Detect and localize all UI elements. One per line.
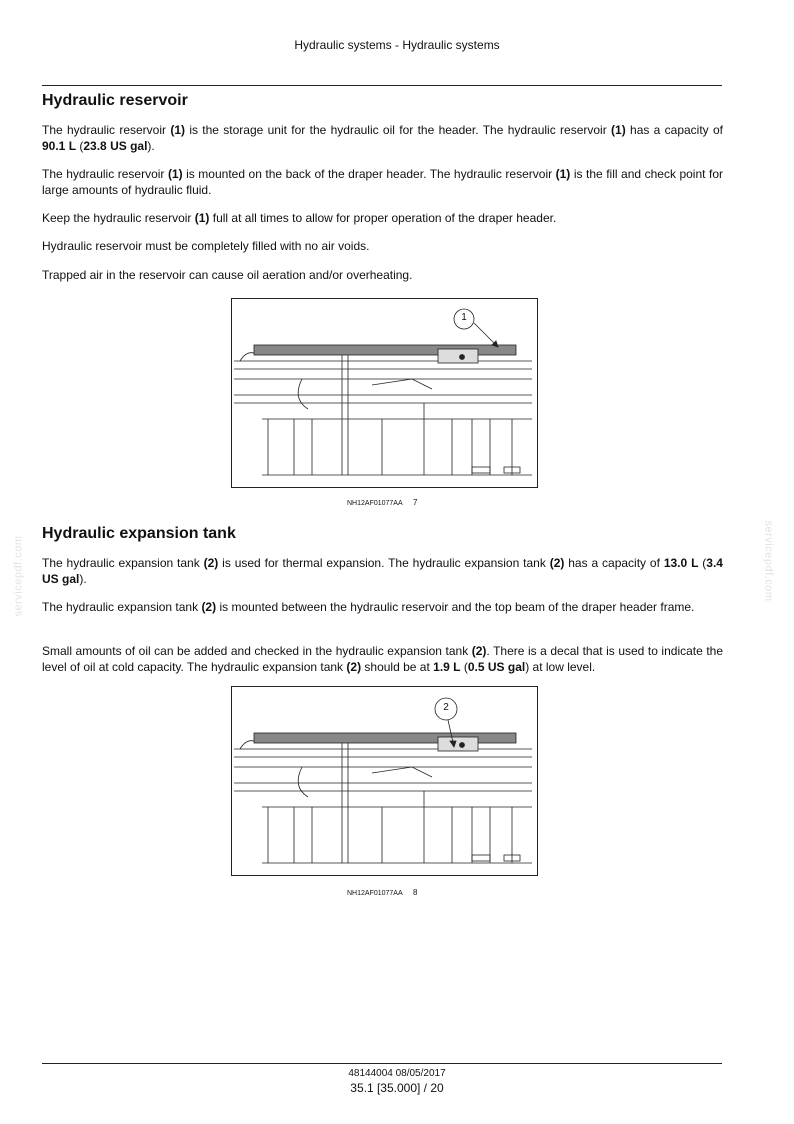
text-run: ) at low level. [525,660,596,674]
bold-text: 1.9 L [433,660,461,674]
section-heading-hydraulic-expansion-tank: Hydraulic expansion tank [42,525,236,542]
text-run: Keep the hydraulic reservoir [42,211,195,225]
text-run: has a capacity of [564,556,664,570]
text-run: Trapped air in the reservoir can cause oil aeration and/or overheating. [42,268,413,282]
watermark-right: servicepdf.com [762,520,775,602]
text-run: . There is a decal that is used to indicate the level of oil at cold capacity. The hydraulic expansion tank [42,644,724,674]
text-run: ). [79,572,87,586]
text-run: should be at [361,660,434,674]
figure-number: 7 [413,498,418,507]
paragraph [42,555,723,587]
footer-document-code: 48144004 08/05/2017 [348,1068,446,1079]
figure-code: NH12AF01077AA [347,500,403,507]
text-run: is mounted between the hydraulic reservoir and the top beam of the draper header frame. [216,600,695,614]
paragraph [42,238,723,254]
header-frame-drawing [232,299,537,487]
text-run: ( [698,556,707,570]
paragraph [42,122,723,154]
bold-text: (1) [194,211,210,225]
footer-rule [42,1063,722,1064]
figure-hydraulic-reservoir [231,298,538,488]
text-run: The hydraulic reservoir [42,123,171,137]
bold-text: (2) [549,556,565,570]
text-run: Hydraulic reservoir must be completely filled with no air voids. [42,239,370,253]
text-run: ( [76,139,84,153]
header-rule [42,85,722,86]
text-run: The hydraulic expansion tank [42,556,204,570]
text-run: The hydraulic expansion tank [42,600,202,614]
callout-number: 1 [461,312,467,323]
text-run: ( [460,660,468,674]
bold-text: 23.8 US gal [83,139,148,153]
text-run: has a capacity of [625,123,724,137]
callout-number: 2 [443,702,449,713]
bold-text: (2) [203,556,219,570]
figure-number: 8 [413,888,418,897]
bold-text: (2) [346,660,362,674]
bold-text: (2) [201,600,217,614]
bold-text: (2) [471,644,487,658]
bold-text: 13.0 L [663,556,699,570]
text-run: ). [147,139,155,153]
watermark-left: servicepdf.com [12,535,25,617]
text-run: is the fill and check point for large amounts of hydraulic fluid. [42,167,723,197]
bold-text: (1) [167,167,183,181]
bold-text: 0.5 US gal [467,660,526,674]
text-run: Small amounts of oil can be added and checked in the hydraulic expansion tank [42,644,472,658]
figure-code: NH12AF01077AA [347,890,403,897]
bold-text: 3.4 US gal [42,556,723,586]
bold-text: (1) [555,167,571,181]
paragraph [42,210,723,226]
text-run: is mounted on the back of the draper header. The hydraulic reservoir [182,167,556,181]
bold-text: (1) [170,123,185,137]
text-run: is the storage unit for the hydraulic oil for the header. The hydraulic reservoir [185,123,612,137]
running-header: Hydraulic systems - Hydraulic systems [294,38,500,52]
paragraph [42,267,723,283]
text-run: The hydraulic reservoir [42,167,168,181]
bold-text: (1) [611,123,626,137]
paragraph [42,643,723,675]
bold-text: 90.1 L [42,139,77,153]
figure-hydraulic-expansion-tank [231,686,538,876]
text-run: full at all times to allow for proper operation of the draper header. [209,211,557,225]
text-run: is used for thermal expansion. The hydraulic expansion tank [218,556,550,570]
header-frame-drawing [232,687,537,875]
section-heading-hydraulic-reservoir: Hydraulic reservoir [42,92,188,109]
paragraph [42,599,723,615]
paragraph [42,166,723,198]
footer-page-number: 35.1 [35.000] / 20 [350,1081,444,1095]
